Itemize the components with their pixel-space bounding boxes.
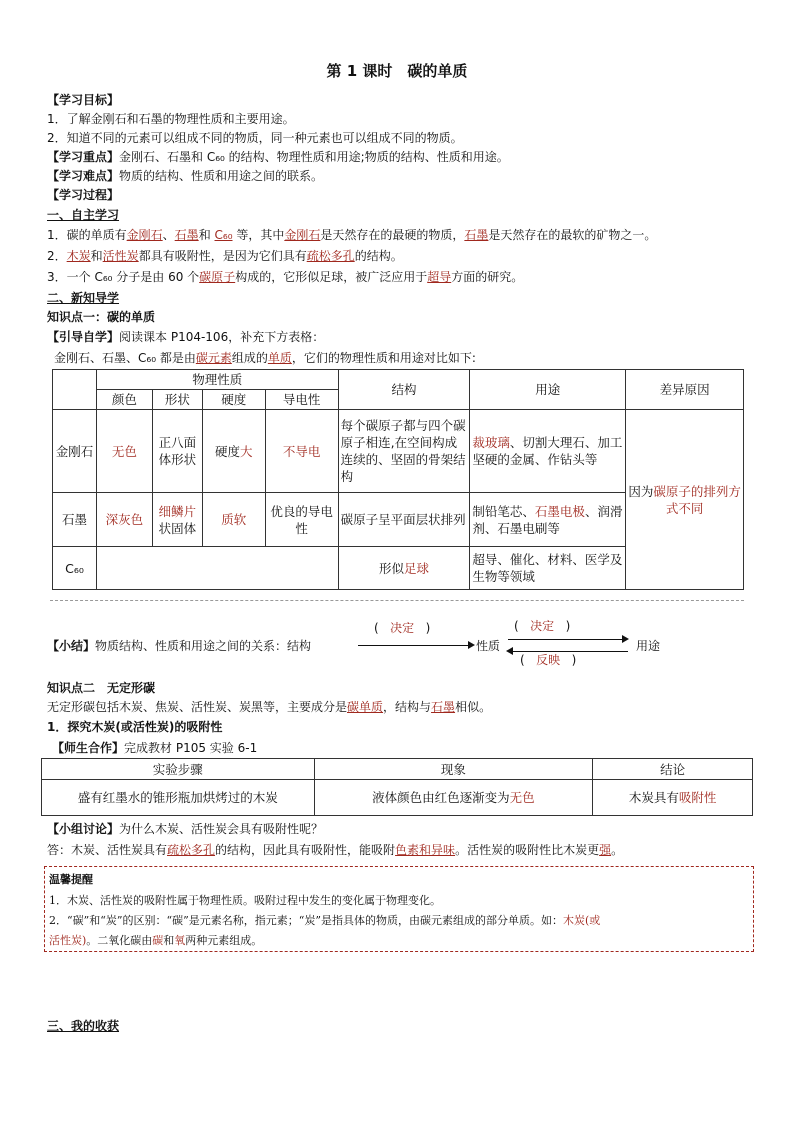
diamond-name: 金刚石 [53,410,97,493]
tips-title: 温馨提醒 [49,873,93,886]
arrow-head-left-icon [506,647,513,655]
objective-2: 2．知道不同的元素可以组成不同的物质，同一种元素也可以组成不同的物质。 [47,131,463,145]
header-phenomenon: 现象 [314,759,593,780]
header-structure: 结构 [338,370,470,410]
self-study-line-2: 2．木炭和活性炭都具有吸附性，是因为它们具有疏松多孔的结构。 [47,249,403,263]
diamond-hardness: 硬度大 [202,410,265,493]
diamond-structure: 每个碳原子都与四个碳原子相连,在空间构成连续的、坚固的骨架结构 [338,410,470,493]
amorphous-carbon-text: 无定形碳包括木炭、焦炭、活性炭、炭黑等，主要成分是碳单质，结构与石墨相似。 [47,700,492,714]
diamond-shape: 正八面体形状 [152,410,202,493]
coop-text: 【师生合作】完成教材 P105 实验 6-1 [52,741,258,755]
objectives-label: 【学习目标】 [47,93,120,107]
graphite-conductivity: 优良的导电性 [265,493,338,547]
graphite-hardness: 质软 [202,493,265,547]
experiment-table [41,758,753,816]
self-study-heading: 一、自主学习 [47,208,120,222]
summary-decide-2: ( 决定 ) [514,619,571,633]
explore-heading: 1．探究木炭(或活性炭)的吸附性 [47,720,223,734]
carbon-comparison-table [52,369,744,590]
guide-text: 【引导自学】阅读课本 P104-106，补充下方表格： [47,330,325,344]
summary-text: 【小结】物质结构、性质和用途之间的关系：结构 [47,639,312,653]
experiment-phenomenon: 液体颜色由红色逐渐变为无色 [314,780,593,816]
header-reason: 差异原因 [626,370,744,410]
graphite-color: 深灰色 [96,493,152,547]
header-step: 实验步骤 [42,759,315,780]
summary-reflect: ( 反映 ) [520,653,577,667]
table-row-diamond [53,410,744,493]
new-knowledge-heading: 二、新知导学 [47,291,120,305]
header-use: 用途 [470,370,626,410]
graphite-use: 制铅笔芯、石墨电极、润滑剂、石墨电刷等 [470,493,626,547]
table-corner [53,370,97,410]
arrow-structure-to-property [358,645,470,646]
graphite-structure: 碳原子呈平面层状排列 [338,493,470,547]
c60-structure: 形似足球 [338,547,470,590]
page-title: 第 1 课时 碳的单质 [326,62,468,80]
experiment-step: 盛有红墨水的锥形瓶加烘烤过的木炭 [42,780,315,816]
header-shape: 形状 [152,390,202,410]
tips-line-2: 2．“碳”和“炭”的区别：“碳”是元素名称，指元素；“炭”是指具体的物质，由碳元素组成的部分单质。如：木炭(或 [49,914,601,927]
header-hardness: 硬度 [202,390,265,410]
summary-property: 性质 [476,639,501,653]
graphite-name: 石墨 [53,493,97,547]
self-study-line-3: 3．一个 C₆₀ 分子是由 60 个碳原子构成的，它形似足球，被广泛应用于超导方面的研究。 [47,270,524,284]
objective-1: 1．了解金刚石和石墨的物理性质和主要用途。 [47,112,295,126]
experiment-conclusion: 木炭具有吸附性 [593,780,753,816]
summary-use: 用途 [636,639,661,653]
discussion-answer: 答：木炭、活性炭具有疏松多孔的结构，因此具有吸附性，能吸附色素和异味。活性炭的吸附性比木炭更强。 [47,843,624,857]
knowledge-point-2: 知识点二 无定形碳 [47,681,156,695]
diamond-use: 裁玻璃、切割大理石、加工坚硬的金属、作钻头等 [470,410,626,493]
c60-physical-empty [96,547,338,590]
header-physical: 物理性质 [96,370,338,390]
table-intro: 金刚石、石墨、C₆₀ 都是由碳元素组成的单质，它们的物理性质和用途对比如下: [54,351,476,365]
diamond-color: 无色 [96,410,152,493]
reason-cell: 因为碳原子的排列方式不同 [626,410,744,590]
c60-use: 超导、催化、材料、医学及生物等领域 [470,547,626,590]
arrow-head-right-icon [622,635,629,643]
header-conclusion: 结论 [593,759,753,780]
header-color: 颜色 [96,390,152,410]
tips-line-1: 1．木炭、活性炭的吸附性属于物理性质。吸附过程中发生的变化属于物理变化。 [49,894,441,907]
tips-line-3: 活性炭)。二氧化碳由碳和氧两种元素组成。 [49,934,263,947]
key-points: 【学习重点】金刚石、石墨和 C₆₀ 的结构、物理性质和用途;物质的结构、性质和用途。 [47,150,509,164]
self-study-line-1: 1．碳的单质有金刚石、石墨和 C₆₀ 等，其中金刚石是天然存在的最硬的物质，石墨是天然存在的最软的矿物之一。 [47,228,657,242]
knowledge-point-1: 知识点一：碳的单质 [47,310,156,324]
summary-decide-1: ( 决定 ) [374,621,431,635]
harvest-heading: 三、我的收获 [47,1019,120,1033]
discussion-question: 【小组讨论】为什么木炭、活性炭会具有吸附性呢？ [47,822,324,836]
c60-name: C₆₀ [53,547,97,590]
graphite-shape: 细鳞片状固体 [152,493,202,547]
difficulty: 【学习难点】物质的结构、性质和用途之间的联系。 [47,169,324,183]
header-conductivity: 导电性 [265,390,338,410]
diamond-conductivity: 不导电 [265,410,338,493]
process-label: 【学习过程】 [47,188,120,202]
arrow-property-to-use [508,639,624,640]
section-divider [50,600,744,601]
arrow-head-right-icon [468,641,475,649]
